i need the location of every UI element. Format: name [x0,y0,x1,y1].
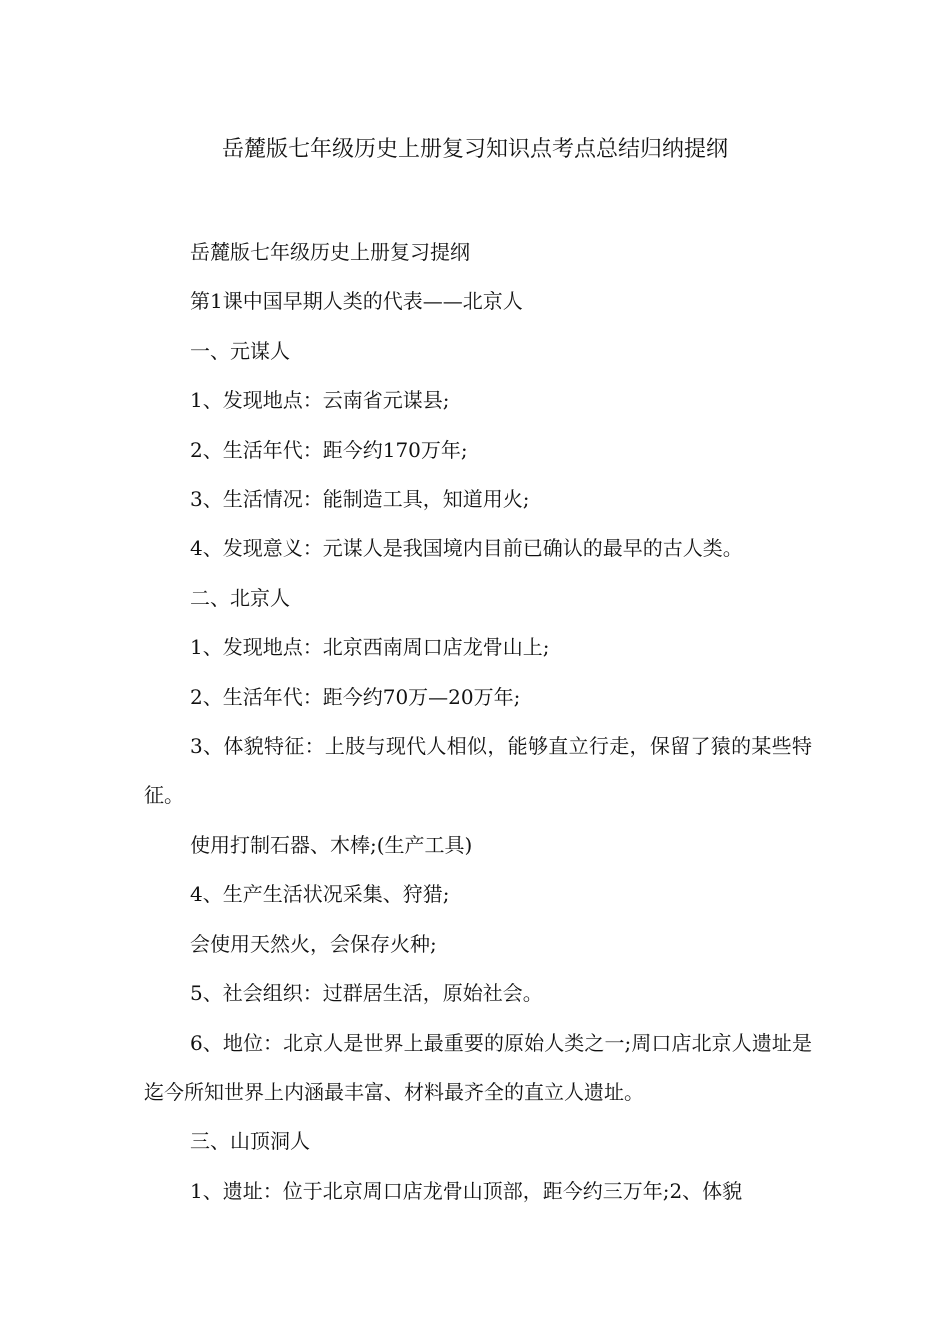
paragraph-item: 2、生活年代：距今约170万年; [190,437,468,462]
paragraph-item: 1、发现地点：北京西南周口店龙骨山上; [190,635,550,660]
paragraph-item: 3、体貌特征：上肢与现代人相似，能够直立行走，保留了猿的某些特征。 [144,734,812,808]
paragraph-section-upper-cave: 三、山顶洞人 [190,1129,310,1154]
paragraph-item: 4、生产生活状况采集、狩猎; [190,882,450,907]
paragraph-item: 使用打制石器、木棒;(生产工具) [190,832,473,857]
paragraph-item: 6、地位：北京人是世界上最重要的原始人类之一;周口店北京人遗址是迄今所知世界上内涵最丰富、材料最齐全的直立人遗址。 [144,1030,812,1104]
document-body [144,228,812,1216]
paragraph-item: 3、生活情况：能制造工具，知道用火; [190,487,530,512]
paragraph-item: 2、生活年代：距今约70万—20万年; [190,684,521,709]
paragraph-lesson-title: 第1课中国早期人类的代表——北京人 [190,289,523,314]
paragraph-section-yuanmou: 一、元谋人 [190,338,290,363]
paragraph-item: 会使用天然火，会保存火种; [190,931,437,956]
paragraph-outline-heading: 岳麓版七年级历史上册复习提纲 [190,240,470,264]
paragraph-item: 1、遗址：位于北京周口店龙骨山顶部，距今约三万年;2、体貌 [190,1178,743,1203]
paragraph-section-beijing: 二、北京人 [190,585,290,610]
paragraph-item: 5、社会组织：过群居生活，原始社会。 [190,981,543,1006]
paragraph-item: 1、发现地点：云南省元谋县; [190,388,450,413]
document-title: 岳麓版七年级历史上册复习知识点考点总结归纳提纲 [221,137,728,162]
paragraph-item: 4、发现意义：元谋人是我国境内目前已确认的最早的古人类。 [190,536,743,561]
